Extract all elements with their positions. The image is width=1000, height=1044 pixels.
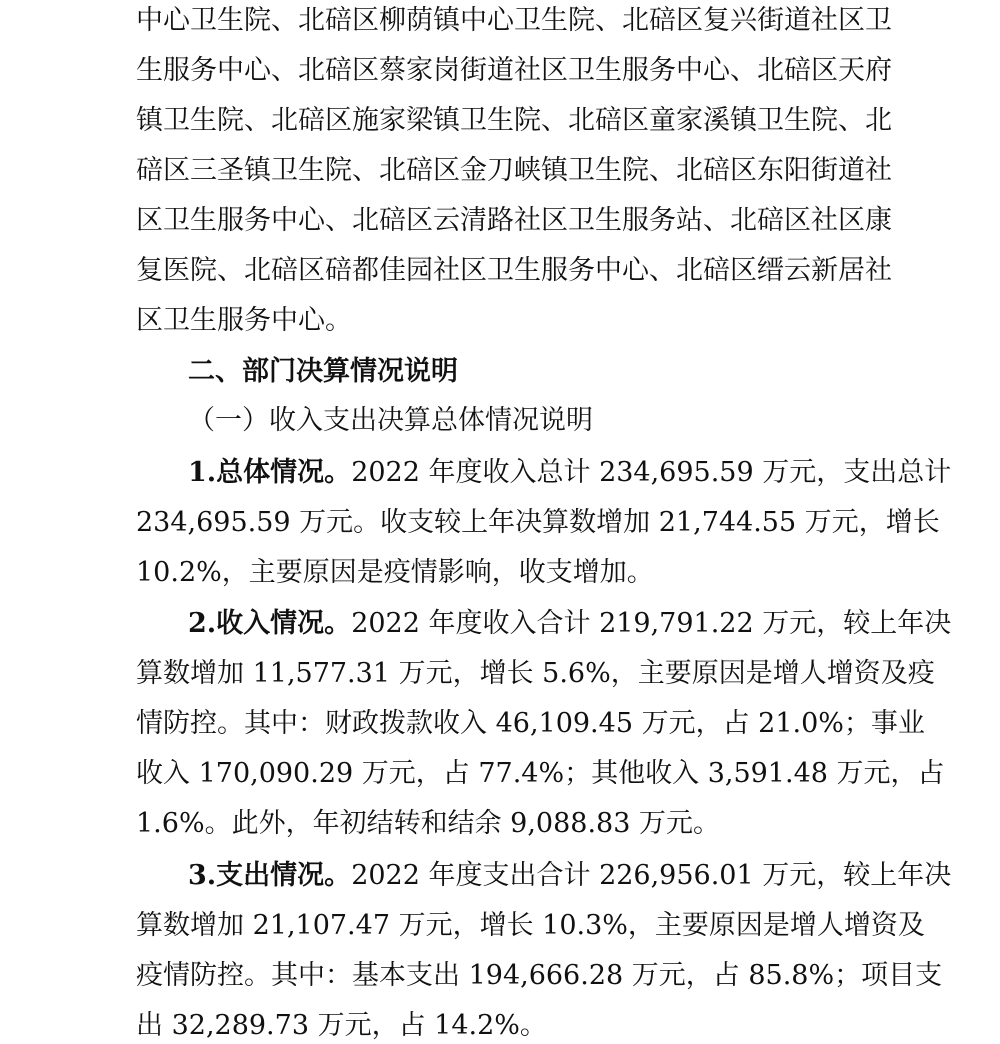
paragraph-overall: 1.总体情况。2022 年度收入总计 234,695.59 万元，支出总计 [188, 457, 952, 488]
body-line: 中心卫生院、北碚区柳荫镇中心卫生院、北碚区复兴街道社区卫 [136, 5, 892, 36]
body-line: 1.6%。此外，年初结转和结余 9,088.83 万元。 [136, 808, 720, 839]
body-line: 区卫生服务中心。 [136, 305, 352, 336]
body-line: 10.2%，主要原因是疫情影响，收支增加。 [136, 557, 654, 588]
body-line: 234,695.59 万元。收支较上年决算数增加 21,744.55 万元，增长 [136, 507, 940, 538]
paragraph-expenditure: 3.支出情况。2022 年度支出合计 226,956.01 万元，较上年决 [188, 860, 952, 891]
body-line: 生服务中心、北碚区蔡家岗街道社区卫生服务中心、北碚区天府 [136, 55, 892, 86]
paragraph-income: 2.收入情况。2022 年度收入合计 219,791.22 万元，较上年决 [188, 608, 952, 639]
body-line: 区卫生服务中心、北碚区云清路社区卫生服务站、北碚区社区康 [136, 205, 892, 236]
body-line: 复医院、北碚区碚都佳园社区卫生服务中心、北碚区缙云新居社 [136, 255, 892, 286]
paragraph-label: 1.总体情况。 [188, 457, 352, 488]
paragraph-label: 3.支出情况。 [188, 860, 352, 891]
body-line: 出 32,289.73 万元，占 14.2%。 [136, 1010, 547, 1041]
body-line: 算数增加 11,577.31 万元，增长 5.6%，主要原因是增人增资及疫 [136, 658, 935, 689]
body-line: 碚区三圣镇卫生院、北碚区金刀峡镇卫生院、北碚区东阳街道社 [136, 155, 892, 186]
body-line: 疫情防控。其中：基本支出 194,666.28 万元，占 85.8%；项目支 [136, 960, 943, 991]
section-heading: 二、部门决算情况说明 [188, 356, 458, 387]
subsection-heading: （一）收入支出决算总体情况说明 [188, 405, 593, 436]
body-line: 算数增加 21,107.47 万元，增长 10.3%，主要原因是增人增资及 [136, 910, 925, 941]
body-line: 收入 170,090.29 万元，占 77.4%；其他收入 3,591.48 万元，占 [136, 758, 945, 789]
body-line: 镇卫生院、北碚区施家梁镇卫生院、北碚区童家溪镇卫生院、北 [136, 105, 892, 136]
body-line: 情防控。其中：财政拨款收入 46,109.45 万元，占 21.0%；事业 [136, 708, 925, 739]
paragraph-label: 2.收入情况。 [188, 608, 352, 639]
